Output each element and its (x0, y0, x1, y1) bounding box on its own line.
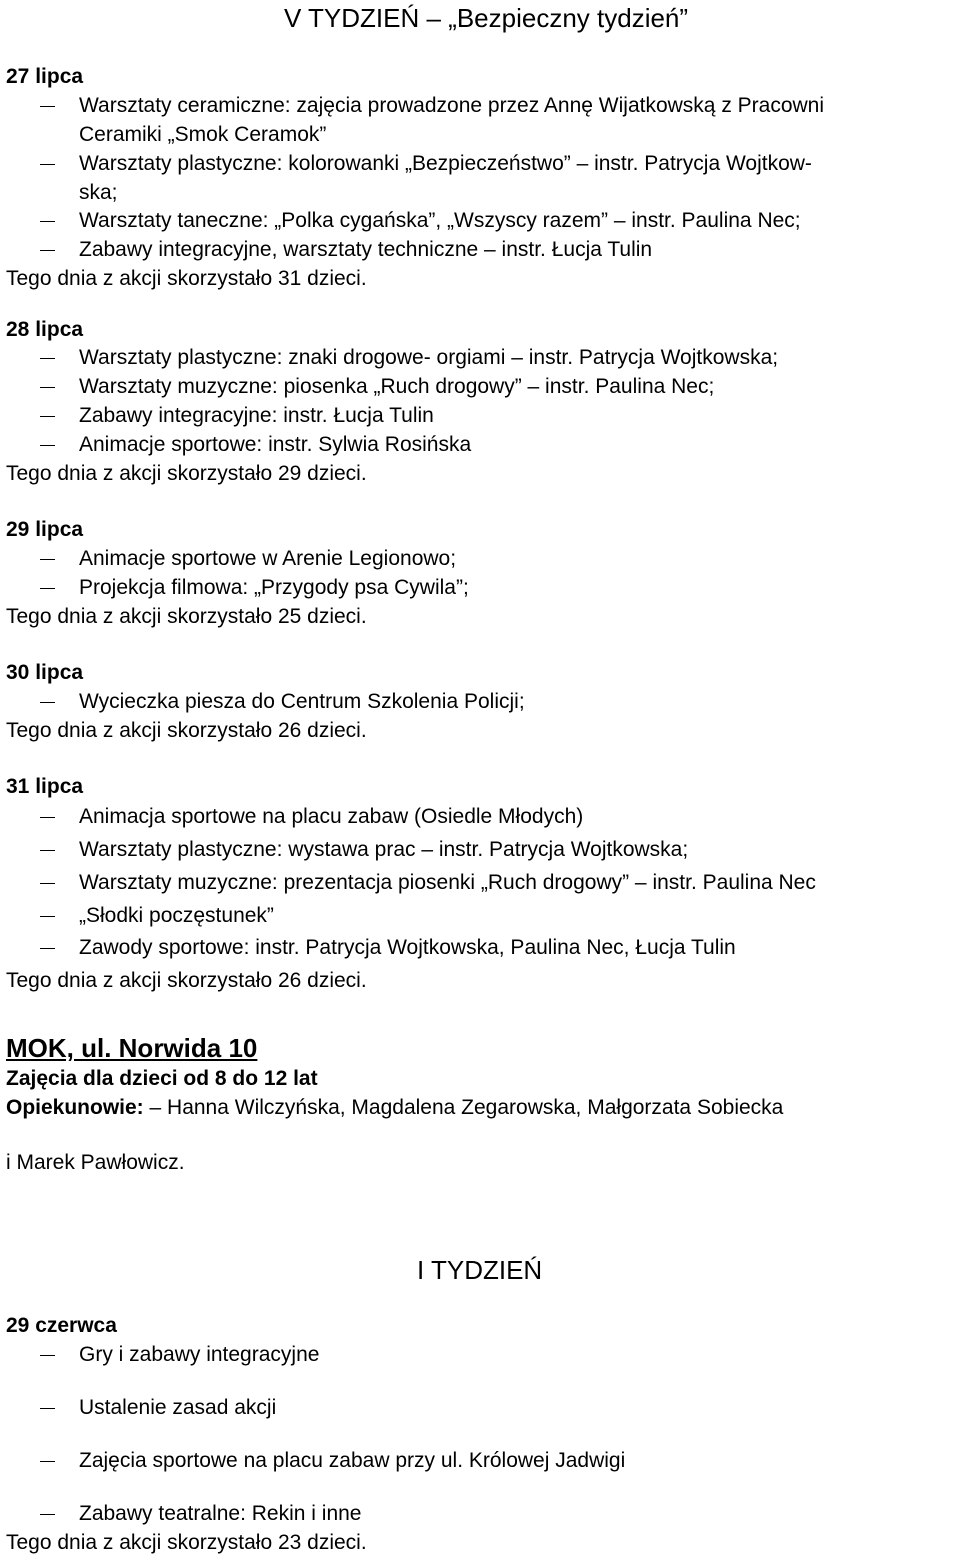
caretakers-label: Opiekunowie: (6, 1096, 144, 1119)
list-item: Zajęcia sportowe na placu zabaw przy ul. Królowej Jadwigi (79, 1449, 626, 1472)
list-dash-icon (40, 445, 55, 446)
list-dash-icon (40, 250, 55, 251)
day-heading: 30 lipca (6, 661, 84, 684)
list-item: Wycieczka piesza do Centrum Szkolenia Policji; (79, 690, 525, 713)
list-item: Projekcja filmowa: „Przygody psa Cywila”; (79, 576, 469, 599)
list-dash-icon (40, 1514, 55, 1515)
list-item: Zabawy teatralne: Rekin i inne (79, 1502, 362, 1525)
list-item: Zabawy integracyjne, warsztaty techniczne – instr. Łucja Tulin (79, 238, 653, 261)
list-item: Ustalenie zasad akcji (79, 1396, 277, 1419)
list-item: Zawody sportowe: instr. Patrycja Wojtkowska, Paulina Nec, Łucja Tulin (79, 936, 736, 959)
day-heading: 29 czerwca (6, 1314, 117, 1337)
list-item: Animacje sportowe w Arenie Legionowo; (79, 547, 457, 570)
day-heading: 27 lipca (6, 65, 84, 88)
day-summary: Tego dnia z akcji skorzystało 26 dzieci. (6, 719, 367, 742)
caretakers-names: – Hanna Wilczyńska, Magdalena Zegarowska, Małgorzata Sobiecka (143, 1096, 784, 1119)
list-dash-icon (40, 817, 55, 818)
list-dash-icon (40, 1408, 55, 1409)
list-dash-icon (40, 106, 55, 107)
day-heading: 28 lipca (6, 318, 84, 341)
day-summary: Tego dnia z akcji skorzystało 23 dzieci. (6, 1531, 367, 1554)
list-item: Warsztaty plastyczne: kolorowanki „Bezpieczeństwo” – instr. Patrycja Wojtkow- (79, 152, 812, 175)
list-dash-icon (40, 588, 55, 589)
document-title: V TYDZIEŃ – „Bezpieczny tydzień” (283, 3, 689, 33)
day-heading: 31 lipca (6, 775, 84, 798)
list-dash-icon (40, 1355, 55, 1356)
list-dash-icon (40, 221, 55, 222)
list-item: Gry i zabawy integracyjne (79, 1343, 320, 1366)
list-dash-icon (40, 883, 55, 884)
list-item: Zabawy integracyjne: instr. Łucja Tulin (79, 404, 434, 427)
list-dash-icon (40, 850, 55, 851)
caretakers-line (6, 1095, 783, 1121)
section-subheading: Zajęcia dla dzieci od 8 do 12 lat (6, 1067, 318, 1090)
day-summary: Tego dnia z akcji skorzystało 29 dzieci. (6, 462, 367, 485)
list-dash-icon (40, 948, 55, 949)
list-item: Warsztaty muzyczne: piosenka „Ruch drogowy” – instr. Paulina Nec; (79, 375, 715, 398)
list-dash-icon (40, 387, 55, 388)
list-item-continuation: ska; (79, 181, 118, 204)
list-dash-icon (40, 164, 55, 165)
list-dash-icon (40, 559, 55, 560)
day-summary: Tego dnia z akcji skorzystało 31 dzieci. (6, 267, 367, 290)
list-dash-icon (40, 416, 55, 417)
day-heading: 29 lipca (6, 518, 84, 541)
day-summary: Tego dnia z akcji skorzystało 26 dzieci. (6, 969, 367, 992)
list-dash-icon (40, 916, 55, 917)
list-item: Warsztaty muzyczne: prezentacja piosenki „Ruch drogowy” – instr. Paulina Nec (79, 871, 816, 894)
list-item: „Słodki poczęstunek” (79, 904, 274, 927)
list-item: Warsztaty taneczne: „Polka cygańska”, „Wszyscy razem” – instr. Paulina Nec; (79, 209, 801, 232)
list-dash-icon (40, 1461, 55, 1462)
list-dash-icon (40, 702, 55, 703)
caretakers-continuation: i Marek Pawłowicz. (6, 1151, 185, 1174)
list-item-continuation: Ceramiki „Smok Ceramok” (79, 123, 327, 146)
day-summary: Tego dnia z akcji skorzystało 25 dzieci. (6, 605, 367, 628)
list-item: Warsztaty plastyczne: znaki drogowe- orgiami – instr. Patrycja Wojtkowska; (79, 346, 779, 369)
list-item: Animacje sportowe: instr. Sylwia Rosińska (79, 433, 472, 456)
list-dash-icon (40, 358, 55, 359)
list-item: Animacja sportowe na placu zabaw (Osiedle Młodych) (79, 805, 584, 828)
list-item: Warsztaty ceramiczne: zajęcia prowadzone przez Annę Wijatkowską z Pracowni (79, 94, 825, 117)
list-item: Warsztaty plastyczne: wystawa prac – instr. Patrycja Wojtkowska; (79, 838, 689, 861)
section-heading: MOK, ul. Norwida 10 (6, 1033, 258, 1063)
week-title: I TYDZIEŃ (417, 1255, 543, 1285)
